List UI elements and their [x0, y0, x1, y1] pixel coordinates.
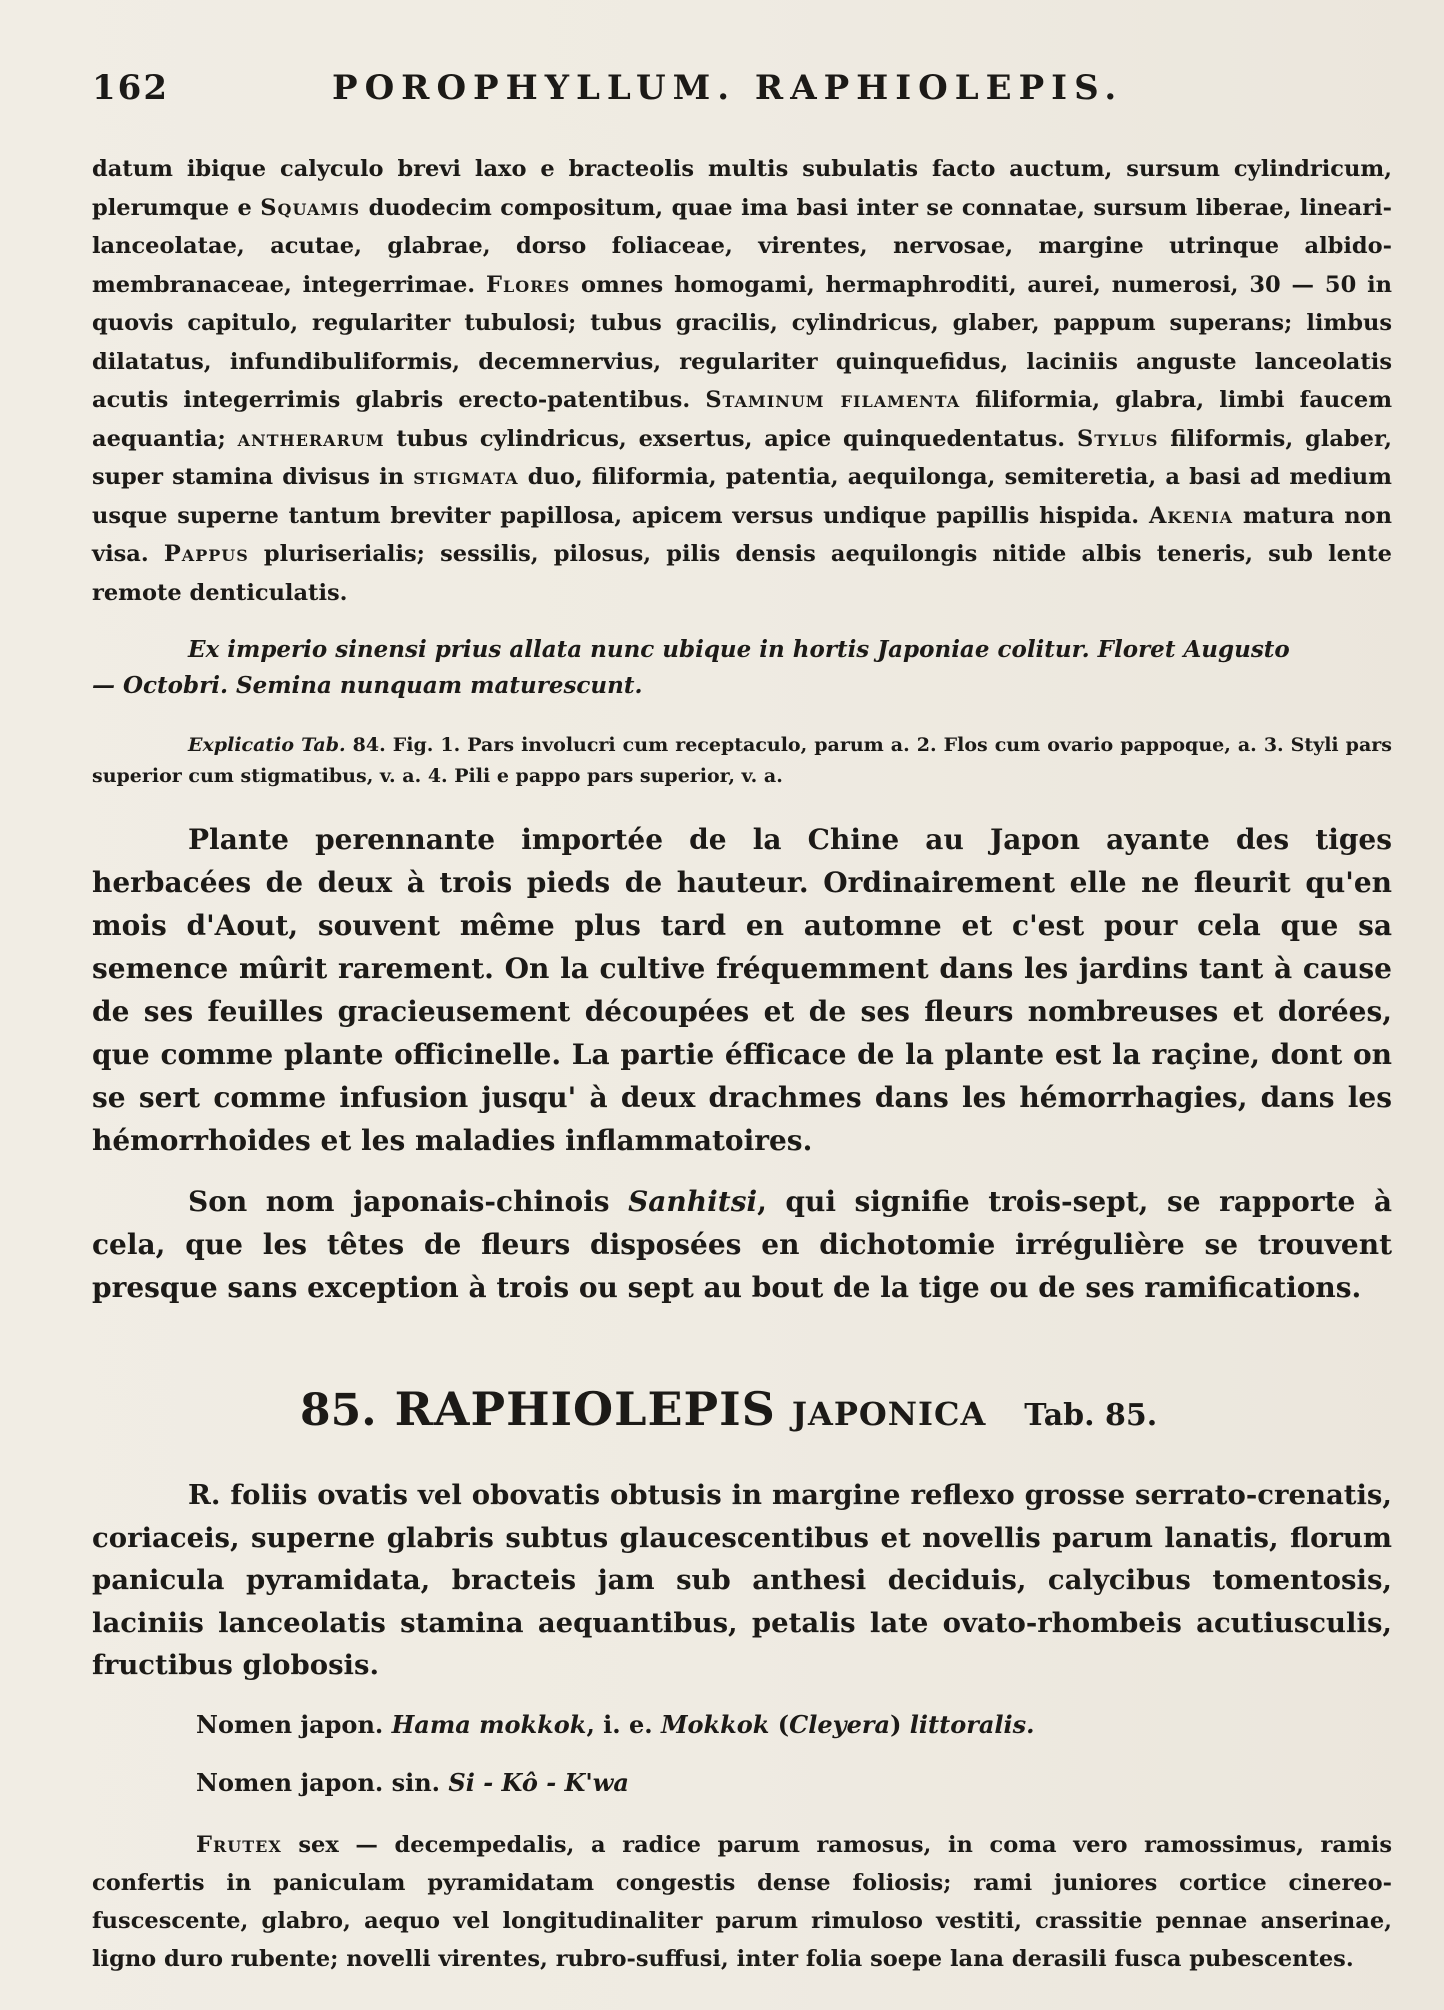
- term-pappus: Pappus: [163, 541, 249, 567]
- latin-text: filiformia, glabra, limbi faucem aequantia;: [92, 387, 1393, 452]
- term-frutex: Frutex: [196, 1832, 282, 1858]
- latin-description: [92, 150, 1392, 612]
- japanese-name-line: Nomen japon. Hama mokkok, i. e. Mokkok (Cleyera) littoralis.: [196, 1710, 1035, 1739]
- term-flores: Flores: [485, 271, 571, 298]
- species-epithet: JAPONICA: [791, 1395, 987, 1433]
- genus-name: RAPHIOLEPIS: [394, 1382, 776, 1436]
- term-antherarum: antherarum: [237, 425, 385, 452]
- french-paragraph-1: [92, 818, 1392, 1162]
- frutex-description: [92, 1826, 1392, 1978]
- latin-text: pluriserialis; sessilis, pilosus, pilis densis aequilongis nitide albis teneris, sub lente remote denticulatis.: [92, 541, 1392, 606]
- term-akenia: Akenia: [1148, 502, 1234, 529]
- running-title: POROPHYLLUM. RAPHIOLEPIS.: [332, 68, 1124, 108]
- latin-text: duo, filiformia, patentia, aequilonga, semiteretia, a basi ad medium usque superne tantum breviter papillosa, apicem versus undique papillis hispida.: [92, 464, 1392, 529]
- habitat-line-2: — Octobri. Semina nunquam maturescunt.: [92, 672, 643, 699]
- latin-text: duodecim compositum, quae ima basi inter se connatae, sursum liberae, lineari-lanceolatae, acutae, glabrae, dorso foliaceae, virentes, nervosae, margine utrinque albido-membranaceae, integerrimae.: [92, 194, 1392, 298]
- french-text: Plante perennante importée de la Chine au Japon ayante des tiges herbacées de deux à trois pieds de hauteur. Ordinairement elle ne fleurit qu'en mois d'Aout, souvent même plus tard en automne et c'est pour cela que sa semence mûrit rarement. On la cultive fréquemment dans les jardins tant à cause de ses feuilles gracieusement découpées et de ses fleurs nombreuses et dorées, que comme plante officinelle. La partie éfficace de la plante est la raçine, dont on se sert comme infusion jusqu' à deux drachmes dans les hémorrhagies, dans les hémorrhoides et les maladies inflammatoires.: [92, 823, 1392, 1157]
- term-staminum: Staminum filamenta: [705, 387, 961, 413]
- latin-text: tubus cylindricus, exsertus, apice quinquedentatus.: [384, 425, 1077, 452]
- plate-reference: Tab. 85.: [1024, 1398, 1158, 1433]
- species-number: 85.: [300, 1385, 377, 1436]
- habitat-line-1: Ex imperio sinensi prius allata nunc ubique in hortis Japoniae colitur. Floret Augusto: [188, 636, 1290, 663]
- habitat-note: [92, 632, 1444, 704]
- page-number: 162: [92, 68, 169, 108]
- species-diagnosis: [92, 1474, 1392, 1687]
- term-squamis: Squamis: [260, 194, 361, 221]
- latin-text: datum ibique calyculo brevi laxo e bracteolis multis subulatis facto auctum, sursum cylindricum, plerumque e: [92, 156, 1392, 221]
- french-paragraph-2: Son nom japonais-chinois Sanhitsi, qui signifie trois-sept, se rapporte à cela, que les têtes de fleurs disposées en dichotomie irrégulière se trouvent presque sans exception à trois ou sept au bout de la tige ou de ses ramifications.: [92, 1185, 1392, 1304]
- species-heading: [300, 1382, 1157, 1436]
- explicatio-text: 84. Fig. 1. Pars involucri cum receptaculo, parum a. 2. Flos cum ovario pappoque, a. 3. Styli pars superior cum stigmatibus, v. a. 4. Pili e pappo pars superior, v. a.: [92, 734, 1392, 787]
- term-stylus: Stylus: [1076, 425, 1159, 452]
- japanese-name: Sanhitsi: [628, 1185, 758, 1218]
- term-stigmata: stigmata: [413, 464, 519, 490]
- latin-text: matura non visa.: [92, 502, 1392, 567]
- sino-japanese-name-line: Nomen japon. sin. Si - Kô - K'wa: [196, 1768, 629, 1797]
- diagnosis-text: R. foliis ovatis vel obovatis obtusis in margine reflexo grosse serrato-crenatis, coriaceis, superne glabris subtus glaucescentibus et novellis parum lanatis, florum panicula pyramidata, bracteis jam sub anthesi deciduis, calycibus tomentosis, laciniis lanceolatis stamina aequantibus, petalis late ovato-rhombeis acutiusculis, fructibus globosis.: [92, 1479, 1392, 1681]
- frutex-text: sex — decempedalis, a radice parum ramosus, in coma vero ramossimus, ramis confertis in paniculam pyramidatam congestis dense foliosis; rami juniores cortice cinereo-fuscescente, glabro, aequo vel longitudinaliter parum rimuloso vestiti, crassitie pennae anserinae, ligno duro rubente; novelli virentes, rubro-suffusi, inter folia soepe lana derasili fusca pubescentes.: [92, 1832, 1392, 1972]
- explicatio-lead: Explicatio Tab.: [188, 734, 346, 756]
- latin-text: filiformis, glaber, super stamina divisus in: [92, 425, 1392, 490]
- plate-explanation: [92, 730, 1392, 792]
- latin-text: omnes homogami, hermaphroditi, aurei, numerosi, 30 — 50 in quovis capitulo, regulariter tubulosi; tubus gracilis, cylindricus, glaber, pappum superans; limbus dilatatus, infundibuliformis, decemnervius, regulariter quinquefidus, laciniis anguste lanceolatis acutis integerrimis glabris erecto-patentibus.: [92, 271, 1392, 413]
